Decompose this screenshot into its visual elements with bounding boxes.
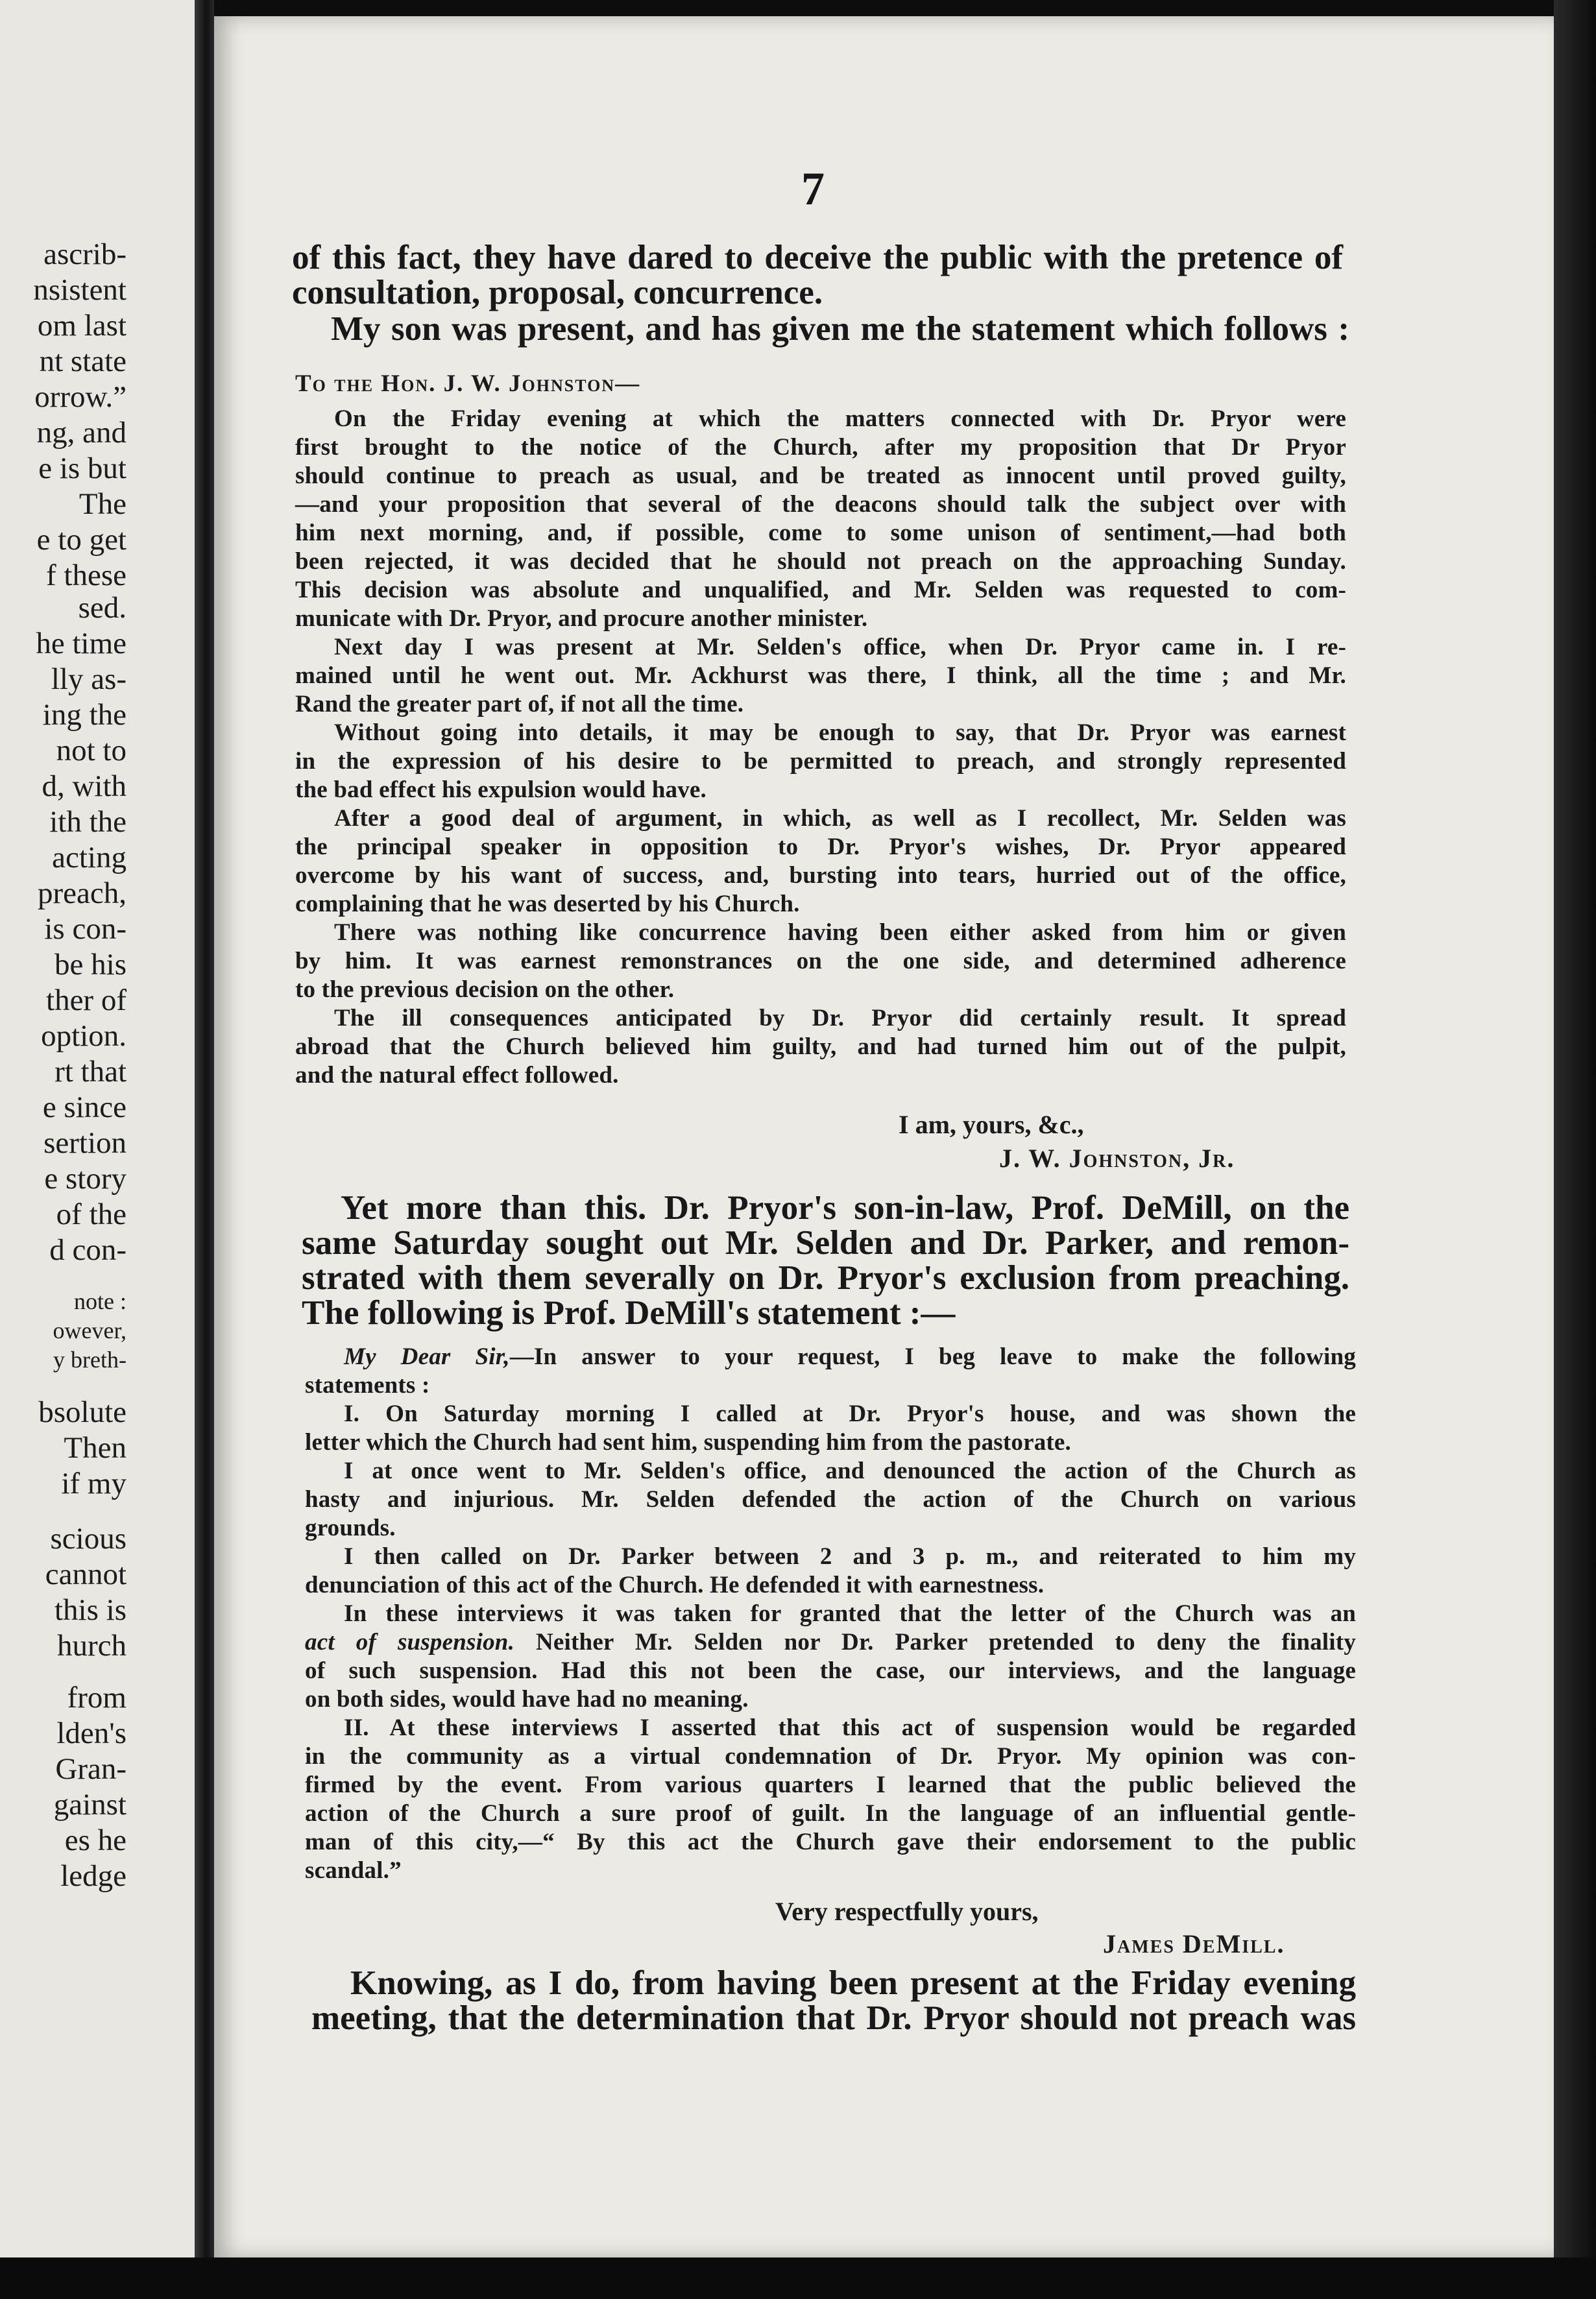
left-page-text-fragment: e is but: [38, 451, 127, 485]
previous-page-fragment: [0, 0, 195, 2299]
letter-signature: J. W. Johnston, Jr.: [999, 1144, 1235, 1173]
text-line: hasty and injurious. Mr. Selden defended the action of the Church on various: [305, 1486, 1356, 1513]
letter-paragraph: [305, 1714, 1356, 1885]
left-page-text-fragment: scious: [50, 1522, 127, 1556]
text-line: on both sides, would have had no meaning.: [305, 1686, 749, 1713]
left-page-text-fragment: this is: [54, 1593, 127, 1627]
bottom-book-edge: [0, 2257, 1596, 2299]
text-line: consultation, proposal, concurrence.: [292, 274, 823, 311]
text-line: should continue to preach as usual, and be treated as innocent until proved guilty,: [295, 463, 1346, 489]
text-line: municate with Dr. Pryor, and procure another minister.: [295, 605, 868, 632]
text-line: statements :: [305, 1372, 430, 1399]
text-line: My Dear Sir,—In answer to your request, I beg leave to make the following: [344, 1343, 1356, 1370]
text-line: in the expression of his desire to be permitted to preach, and strongly represented: [295, 748, 1346, 775]
text-line: Yet more than this. Dr. Pryor's son-in-law, Prof. DeMill, on the: [341, 1189, 1349, 1227]
text-line: and the natural effect followed.: [295, 1062, 619, 1089]
text-line: act of suspension. Neither Mr. Selden nor Dr. Parker pretended to deny the finality: [305, 1629, 1356, 1655]
text-line: The following is Prof. DeMill's statement :—: [302, 1294, 956, 1332]
left-page-text-fragment: e story: [44, 1162, 127, 1196]
text-line: overcome by his want of success, and, bursting into tears, hurried out of the office,: [295, 862, 1346, 889]
letter-paragraph: [295, 1004, 1346, 1090]
left-page-text-fragment: ith the: [49, 805, 127, 839]
left-page-text-fragment: y breth-: [53, 1347, 127, 1373]
text-line: of this fact, they have dared to deceive the public with the pretence of: [292, 239, 1343, 276]
text-line: The ill consequences anticipated by Dr. Pryor did certainly result. It spread: [334, 1005, 1346, 1031]
text-line: abroad that the Church believed him guilty, and had turned him out of the pulpit,: [295, 1033, 1346, 1060]
left-page-text-fragment: lden's: [56, 1716, 127, 1750]
left-page-text-fragment: is con-: [44, 912, 127, 946]
left-page-text-fragment: lly as-: [51, 662, 127, 696]
text-line: On the Friday evening at which the matters connected with Dr. Pryor were: [334, 405, 1346, 432]
letter-paragraph: [305, 1457, 1356, 1543]
yet-more-paragraph: [302, 1190, 1349, 1330]
letter-johnston: [295, 370, 1346, 1090]
left-page-text-fragment: Gran-: [55, 1752, 127, 1786]
text-line: Knowing, as I do, from having been present at the Friday evening: [350, 1964, 1356, 2002]
text-line: I. On Saturday morning I called at Dr. Pryor's house, and was shown the: [344, 1401, 1356, 1427]
knowing-paragraph: [311, 1966, 1356, 2036]
text-line: complaining that he was deserted by his Church.: [295, 891, 800, 917]
text-line: denunciation of this act of the Church. He defended it with earnestness.: [305, 1572, 1045, 1598]
text-line: the principal speaker in opposition to Dr. Pryor's wishes, Dr. Pryor appeared: [295, 834, 1346, 860]
left-page-text-fragment: note :: [74, 1288, 127, 1314]
text-line: My son was present, and has given me the statement which follows :: [331, 310, 1349, 348]
text-line: I then called on Dr. Parker between 2 and 3 p. m., and reiterated to him my: [344, 1543, 1356, 1570]
text-line: mained until he went out. Mr. Ackhurst was there, I think, all the time ; and Mr.: [295, 662, 1346, 689]
letter-paragraph: [295, 719, 1346, 804]
left-page-text-fragment: from: [67, 1681, 127, 1715]
text-line: to the previous decision on the other.: [295, 976, 675, 1003]
letter-paragraph: [305, 1543, 1356, 1600]
left-page-text-fragment: Then: [64, 1431, 127, 1465]
letter-closing: Very respectfully yours,: [775, 1897, 1039, 1926]
left-page-text-fragment: orrow.”: [34, 380, 127, 414]
left-page-text-fragment: ther of: [46, 983, 127, 1017]
text-line: letter which the Church had sent him, suspending him from the pastorate.: [305, 1429, 1072, 1456]
son-present-paragraph: [292, 311, 1349, 346]
text-line: I at once went to Mr. Selden's office, and denounced the action of the Church as: [344, 1458, 1356, 1484]
letter-signature: James DeMill.: [1103, 1929, 1285, 1958]
left-page-text-fragment: ledge: [60, 1859, 127, 1893]
text-line: been rejected, it was decided that he should not preach on the approaching Sunday.: [295, 548, 1346, 575]
left-page-text-fragment: sertion: [43, 1126, 127, 1160]
text-line: Next day I was present at Mr. Selden's office, when Dr. Pryor came in. I re-: [334, 634, 1346, 660]
left-page-text-fragment: gainst: [53, 1788, 127, 1822]
text-line: firmed by the event. From various quarters I learned that the public believed the: [305, 1772, 1356, 1798]
letter-salutation: My Dear Sir,: [344, 1343, 510, 1370]
text-line: of such suspension. Had this not been the case, our interviews, and the language: [305, 1657, 1356, 1684]
left-page-text-fragment: nsistent: [33, 273, 127, 307]
letter-paragraph: [295, 919, 1346, 1004]
letter-paragraph: [305, 1400, 1356, 1457]
letter-paragraph: [295, 804, 1346, 919]
text-line: the bad effect his expulsion would have.: [295, 776, 707, 803]
letter-closing: I am, yours, &c.,: [899, 1110, 1084, 1139]
text-line: In these interviews it was taken for granted that the letter of the Church was an: [344, 1600, 1356, 1627]
left-page-text-fragment: of the: [56, 1198, 127, 1231]
letter-paragraph: [295, 405, 1346, 633]
left-page-text-fragment: not to: [56, 734, 127, 767]
text-line: Rand the greater part of, if not all the time.: [295, 691, 744, 717]
left-page-text-fragment: be his: [54, 948, 127, 981]
text-line: man of this city,—“ By this act the Church gave their endorsement to the public: [305, 1829, 1356, 1855]
left-page-text-fragment: nt state: [39, 344, 127, 378]
letter-paragraph: [305, 1343, 1356, 1400]
left-page-text-fragment: hurch: [56, 1629, 127, 1663]
left-page-text-fragment: ascrib-: [43, 237, 127, 271]
text-line: by him. It was earnest remonstrances on the one side, and determined adherence: [295, 948, 1346, 974]
left-page-text-fragment: if my: [61, 1467, 127, 1500]
text-line: in the community as a virtual condemnation of Dr. Pryor. My opinion was con-: [305, 1743, 1356, 1770]
left-page-text-fragment: cannot: [45, 1558, 127, 1591]
text-line: him next morning, and, if possible, come to some unison of sentiment,—had both: [295, 520, 1346, 546]
letter-salutation: To the Hon. J. W. Johnston—: [295, 370, 641, 397]
letter-paragraph: [295, 633, 1346, 719]
text-line: II. At these interviews I asserted that this act of suspension would be regarded: [344, 1715, 1356, 1741]
left-page-text-fragment: The: [79, 487, 127, 521]
text-line: scandal.”: [305, 1857, 402, 1884]
page-gutter: [195, 0, 214, 2299]
text-line: After a good deal of argument, in which, as well as I recollect, Mr. Selden was: [334, 805, 1346, 832]
text-line: action of the Church a sure proof of guilt. In the language of an influential gentle-: [305, 1800, 1356, 1827]
left-page-text-fragment: f these: [46, 559, 127, 592]
left-page-text-fragment: rt that: [54, 1055, 127, 1089]
letter-demill: [305, 1343, 1356, 1885]
text-line: strated with them severally on Dr. Pryor's exclusion from preaching.: [302, 1259, 1349, 1297]
text-line: first brought to the notice of the Church, after my proposition that Dr Pryor: [295, 434, 1346, 461]
left-page-text-fragment: d con-: [49, 1233, 127, 1267]
page: [214, 16, 1554, 2257]
left-page-text-fragment: ng, and: [36, 416, 127, 450]
left-page-text-fragment: ing the: [42, 698, 127, 732]
text-line: meeting, that the determination that Dr. Pryor should not preach was: [311, 1999, 1356, 2037]
left-page-text-fragment: om last: [37, 309, 127, 343]
text-line: same Saturday sought out Mr. Selden and Dr. Parker, and remon-: [302, 1224, 1349, 1262]
left-page-text-fragment: e to get: [36, 523, 127, 557]
left-page-text-fragment: es he: [64, 1824, 127, 1857]
left-page-text-fragment: sed.: [78, 591, 127, 625]
left-page-text-fragment: option.: [41, 1019, 127, 1053]
left-page-text-fragment: d, with: [42, 769, 127, 803]
text-line: There was nothing like concurrence having been either asked from him or given: [334, 919, 1346, 946]
letter-paragraph: [305, 1600, 1356, 1714]
page-number: 7: [801, 163, 825, 215]
text-line: Without going into details, it may be enough to say, that Dr. Pryor was earnest: [334, 719, 1346, 746]
text-line: grounds.: [305, 1515, 396, 1541]
left-page-text-fragment: owever,: [53, 1318, 127, 1343]
left-page-text-fragment: e since: [42, 1090, 127, 1124]
intro-paragraph: [292, 240, 1343, 310]
left-page-text-fragment: bsolute: [38, 1395, 127, 1429]
right-book-edge: [1554, 0, 1596, 2299]
left-page-text-fragment: acting: [52, 841, 127, 874]
left-page-text-fragment: preach,: [38, 876, 127, 910]
left-page-text-fragment: he time: [36, 627, 127, 660]
text-line: This decision was absolute and unqualified, and Mr. Selden was requested to com-: [295, 577, 1346, 603]
text-line: —and your proposition that several of the deacons should talk the subject over with: [295, 491, 1346, 518]
